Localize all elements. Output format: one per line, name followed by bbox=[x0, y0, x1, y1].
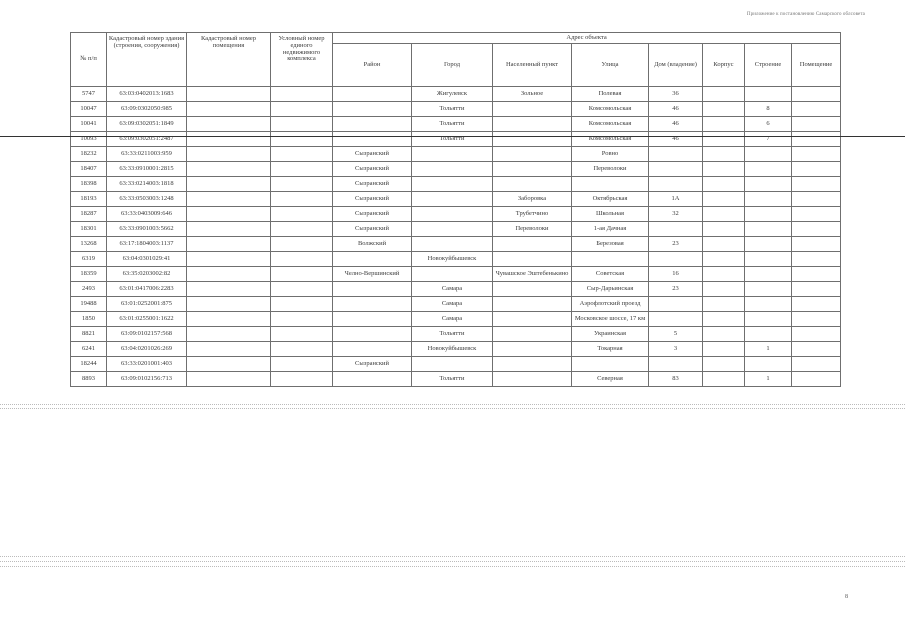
cell-district bbox=[333, 327, 412, 342]
cell-korpus bbox=[703, 297, 745, 312]
cell-cad-room bbox=[187, 222, 271, 237]
col-header-room: Помещение bbox=[792, 44, 841, 87]
cell-num: 10047 bbox=[71, 102, 107, 117]
cell-cad: 63:09:0302051:1849 bbox=[107, 117, 187, 132]
cell-cad-room bbox=[187, 312, 271, 327]
cell-cad-room bbox=[187, 237, 271, 252]
cell-building bbox=[745, 267, 792, 282]
cell-settlement bbox=[493, 252, 572, 267]
cell-room bbox=[792, 222, 841, 237]
cell-building bbox=[745, 327, 792, 342]
cell-district: Сызранский bbox=[333, 207, 412, 222]
cell-cond bbox=[271, 207, 333, 222]
cell-cond bbox=[271, 282, 333, 297]
cell-house: 23 bbox=[649, 237, 703, 252]
cell-settlement: Заборовка bbox=[493, 192, 572, 207]
cell-district: Сызранский bbox=[333, 192, 412, 207]
cell-cad: 63:33:0214003:1818 bbox=[107, 177, 187, 192]
cell-settlement bbox=[493, 132, 572, 147]
cell-settlement bbox=[493, 177, 572, 192]
cell-settlement bbox=[493, 102, 572, 117]
cell-cad-room bbox=[187, 357, 271, 372]
cell-settlement: Трубетчино bbox=[493, 207, 572, 222]
cell-building bbox=[745, 312, 792, 327]
cell-korpus bbox=[703, 342, 745, 357]
cell-num: 18193 bbox=[71, 192, 107, 207]
cell-house: 46 bbox=[649, 132, 703, 147]
cell-district: Сызранский bbox=[333, 162, 412, 177]
cell-korpus bbox=[703, 192, 745, 207]
cell-city bbox=[412, 192, 493, 207]
cell-city: Новокуйбышевск bbox=[412, 252, 493, 267]
cell-cad: 63:33:0503003:1248 bbox=[107, 192, 187, 207]
table-row bbox=[71, 312, 841, 327]
cell-num: 18398 bbox=[71, 177, 107, 192]
cell-room bbox=[792, 147, 841, 162]
cell-cond bbox=[271, 87, 333, 102]
cell-cad-room bbox=[187, 102, 271, 117]
cell-house: 1А bbox=[649, 192, 703, 207]
col-header-house: Дом (владение) bbox=[649, 44, 703, 87]
cell-house bbox=[649, 177, 703, 192]
cell-city: Новокуйбышевск bbox=[412, 342, 493, 357]
cell-house: 3 bbox=[649, 342, 703, 357]
cell-room bbox=[792, 192, 841, 207]
cell-city: Тольятти bbox=[412, 117, 493, 132]
cell-num: 18244 bbox=[71, 357, 107, 372]
cell-city bbox=[412, 222, 493, 237]
cell-settlement bbox=[493, 297, 572, 312]
cell-city bbox=[412, 237, 493, 252]
cell-street: Ровно bbox=[572, 147, 649, 162]
table-row bbox=[71, 87, 841, 102]
cell-cad-room bbox=[187, 147, 271, 162]
table-row bbox=[71, 267, 841, 282]
cell-city: Самара bbox=[412, 282, 493, 297]
cell-korpus bbox=[703, 117, 745, 132]
cell-cond bbox=[271, 312, 333, 327]
cell-cad: 63:01:0252001:875 bbox=[107, 297, 187, 312]
cell-building bbox=[745, 237, 792, 252]
cell-city: Жигулевск bbox=[412, 87, 493, 102]
cell-room bbox=[792, 327, 841, 342]
cell-settlement bbox=[493, 237, 572, 252]
cell-cad: 63:35:0203002:82 bbox=[107, 267, 187, 282]
cell-street: Советская bbox=[572, 267, 649, 282]
cell-korpus bbox=[703, 177, 745, 192]
table-row bbox=[71, 192, 841, 207]
cell-street: Северная bbox=[572, 372, 649, 387]
cell-cad: 63:04:0201026:269 bbox=[107, 342, 187, 357]
cell-city bbox=[412, 267, 493, 282]
cell-street: 1-ая Дачная bbox=[572, 222, 649, 237]
cell-korpus bbox=[703, 207, 745, 222]
cell-building bbox=[745, 147, 792, 162]
cell-settlement bbox=[493, 372, 572, 387]
cell-settlement: Чувашское Эштебенькино bbox=[493, 267, 572, 282]
cell-building bbox=[745, 282, 792, 297]
cell-cad-room bbox=[187, 267, 271, 282]
cell-room bbox=[792, 357, 841, 372]
col-header-korpus: Корпус bbox=[703, 44, 745, 87]
table-row bbox=[71, 372, 841, 387]
cell-cond bbox=[271, 102, 333, 117]
cell-house bbox=[649, 357, 703, 372]
cell-settlement bbox=[493, 117, 572, 132]
col-header-street: Улица bbox=[572, 44, 649, 87]
cell-cond bbox=[271, 222, 333, 237]
cell-cad-room bbox=[187, 87, 271, 102]
cell-cond bbox=[271, 237, 333, 252]
cell-korpus bbox=[703, 87, 745, 102]
cell-city bbox=[412, 162, 493, 177]
cell-korpus bbox=[703, 162, 745, 177]
col-header-address-group: Адрес объекта bbox=[333, 33, 841, 44]
cell-street: Школьная bbox=[572, 207, 649, 222]
cell-city: Тольятти bbox=[412, 102, 493, 117]
cell-cad: 63:33:0201001:403 bbox=[107, 357, 187, 372]
cell-settlement: Зольное bbox=[493, 87, 572, 102]
cell-korpus bbox=[703, 222, 745, 237]
cell-house bbox=[649, 222, 703, 237]
cell-district: Сызранский bbox=[333, 147, 412, 162]
cell-street bbox=[572, 357, 649, 372]
cell-house: 23 bbox=[649, 282, 703, 297]
cell-city: Самара bbox=[412, 297, 493, 312]
cell-cond bbox=[271, 342, 333, 357]
cell-korpus bbox=[703, 267, 745, 282]
cell-building bbox=[745, 192, 792, 207]
cell-cond bbox=[271, 147, 333, 162]
cell-num: 8893 bbox=[71, 372, 107, 387]
cell-room bbox=[792, 207, 841, 222]
cell-cad-room bbox=[187, 342, 271, 357]
cell-cad: 63:09:0302051:2487 bbox=[107, 132, 187, 147]
cell-cond bbox=[271, 372, 333, 387]
col-header-cad-building: Кадастровый номер здания (строения, сооружения) bbox=[107, 33, 187, 87]
cell-building bbox=[745, 87, 792, 102]
cell-street: Комсомольская bbox=[572, 102, 649, 117]
cell-num: 18301 bbox=[71, 222, 107, 237]
cell-settlement bbox=[493, 282, 572, 297]
cell-house bbox=[649, 252, 703, 267]
cell-district bbox=[333, 252, 412, 267]
cell-cond bbox=[271, 252, 333, 267]
cell-korpus bbox=[703, 372, 745, 387]
table-row bbox=[71, 282, 841, 297]
cell-district bbox=[333, 342, 412, 357]
cell-korpus bbox=[703, 327, 745, 342]
dotted-divider bbox=[0, 404, 905, 405]
table-row bbox=[71, 102, 841, 117]
cell-house: 16 bbox=[649, 267, 703, 282]
cell-city: Тольятти bbox=[412, 372, 493, 387]
cell-cad-room bbox=[187, 207, 271, 222]
cell-cad-room bbox=[187, 192, 271, 207]
cell-room bbox=[792, 297, 841, 312]
cell-cad: 63:01:0255001:1622 bbox=[107, 312, 187, 327]
cell-cad-room bbox=[187, 117, 271, 132]
cell-cond bbox=[271, 162, 333, 177]
table-row bbox=[71, 117, 841, 132]
cell-street bbox=[572, 252, 649, 267]
cell-cad-room bbox=[187, 282, 271, 297]
cell-building: 6 bbox=[745, 117, 792, 132]
cell-settlement: Переволоки bbox=[493, 222, 572, 237]
cell-cond bbox=[271, 327, 333, 342]
cell-district bbox=[333, 87, 412, 102]
col-header-city: Город bbox=[412, 44, 493, 87]
cell-district bbox=[333, 372, 412, 387]
cell-cad: 63:03:0402013:1683 bbox=[107, 87, 187, 102]
cell-house: 5 bbox=[649, 327, 703, 342]
cell-district bbox=[333, 282, 412, 297]
cell-district bbox=[333, 117, 412, 132]
cell-cad-room bbox=[187, 177, 271, 192]
cell-street: Октябрьская bbox=[572, 192, 649, 207]
cell-cad-room bbox=[187, 162, 271, 177]
registry-table bbox=[70, 32, 841, 387]
cell-house bbox=[649, 162, 703, 177]
cell-cad: 63:17:1804003:1137 bbox=[107, 237, 187, 252]
cell-room bbox=[792, 342, 841, 357]
cell-room bbox=[792, 267, 841, 282]
dotted-divider bbox=[0, 408, 905, 409]
cell-building bbox=[745, 357, 792, 372]
cell-building: 1 bbox=[745, 342, 792, 357]
table-row bbox=[71, 147, 841, 162]
cell-room bbox=[792, 132, 841, 147]
cell-house bbox=[649, 297, 703, 312]
cell-district bbox=[333, 297, 412, 312]
cell-num: 2493 bbox=[71, 282, 107, 297]
cell-building bbox=[745, 177, 792, 192]
table-row bbox=[71, 327, 841, 342]
cell-district: Сызранский bbox=[333, 177, 412, 192]
cell-street: Березовая bbox=[572, 237, 649, 252]
table-row bbox=[71, 357, 841, 372]
cell-cad-room bbox=[187, 372, 271, 387]
cell-cond bbox=[271, 177, 333, 192]
cell-street: Полевая bbox=[572, 87, 649, 102]
cell-district bbox=[333, 312, 412, 327]
cell-street bbox=[572, 177, 649, 192]
dotted-divider bbox=[0, 561, 905, 562]
cell-num: 10041 bbox=[71, 117, 107, 132]
table-row bbox=[71, 207, 841, 222]
cell-room bbox=[792, 237, 841, 252]
table-row bbox=[71, 342, 841, 357]
cell-cond bbox=[271, 267, 333, 282]
col-header-building: Строение bbox=[745, 44, 792, 87]
cell-settlement bbox=[493, 327, 572, 342]
cell-cad: 63:04:0301029:41 bbox=[107, 252, 187, 267]
cell-num: 8821 bbox=[71, 327, 107, 342]
cell-house: 46 bbox=[649, 102, 703, 117]
cell-street: Токарная bbox=[572, 342, 649, 357]
cell-street: Сыр-Дарьинская bbox=[572, 282, 649, 297]
table-row bbox=[71, 162, 841, 177]
cell-num: 10093 bbox=[71, 132, 107, 147]
cell-room bbox=[792, 372, 841, 387]
cell-settlement bbox=[493, 312, 572, 327]
cell-room bbox=[792, 177, 841, 192]
cell-house: 83 bbox=[649, 372, 703, 387]
col-header-num: № п/п bbox=[71, 33, 107, 87]
col-header-cond-num: Условный номер единого недвижимого комплекса bbox=[271, 33, 333, 87]
cell-num: 6319 bbox=[71, 252, 107, 267]
cell-korpus bbox=[703, 147, 745, 162]
cell-num: 13268 bbox=[71, 237, 107, 252]
cell-korpus bbox=[703, 357, 745, 372]
cell-room bbox=[792, 282, 841, 297]
cell-korpus bbox=[703, 312, 745, 327]
cell-cad: 63:33:0901003:5662 bbox=[107, 222, 187, 237]
cell-street: Комсомольская bbox=[572, 132, 649, 147]
cell-cad: 63:09:0102157:568 bbox=[107, 327, 187, 342]
cell-korpus bbox=[703, 237, 745, 252]
col-header-cad-room: Кадастровый номер помещения bbox=[187, 33, 271, 87]
cell-room bbox=[792, 117, 841, 132]
cell-settlement bbox=[493, 147, 572, 162]
col-header-settlement: Населенный пункт bbox=[493, 44, 572, 87]
cell-house bbox=[649, 312, 703, 327]
cell-city: Самара bbox=[412, 312, 493, 327]
table-row bbox=[71, 252, 841, 267]
cell-house bbox=[649, 147, 703, 162]
cell-cad-room bbox=[187, 252, 271, 267]
cell-district bbox=[333, 102, 412, 117]
cell-korpus bbox=[703, 102, 745, 117]
header-note: Приложение к постановлению Самарского облсовета bbox=[746, 12, 865, 17]
cell-city bbox=[412, 147, 493, 162]
cell-street: Украинская bbox=[572, 327, 649, 342]
cell-city: Тольятти bbox=[412, 327, 493, 342]
dotted-divider bbox=[0, 556, 905, 557]
cell-settlement bbox=[493, 162, 572, 177]
cell-house: 46 bbox=[649, 117, 703, 132]
cell-street: Московское шоссе, 17 км bbox=[572, 312, 649, 327]
cell-cad: 63:09:0302050:985 bbox=[107, 102, 187, 117]
cell-cad: 63:09:0102156:713 bbox=[107, 372, 187, 387]
cell-cad-room bbox=[187, 132, 271, 147]
table-body bbox=[71, 87, 841, 387]
cell-district: Сызранский bbox=[333, 357, 412, 372]
cell-street: Переволоки bbox=[572, 162, 649, 177]
cell-room bbox=[792, 252, 841, 267]
table-row bbox=[71, 297, 841, 312]
cell-cad-room bbox=[187, 297, 271, 312]
cell-cad-room bbox=[187, 327, 271, 342]
cell-district: Волжский bbox=[333, 237, 412, 252]
cell-district bbox=[333, 132, 412, 147]
cell-building bbox=[745, 297, 792, 312]
cell-settlement bbox=[493, 342, 572, 357]
cell-cond bbox=[271, 357, 333, 372]
dotted-divider bbox=[0, 566, 905, 567]
cell-num: 5747 bbox=[71, 87, 107, 102]
cell-cad: 63:01:0417006:2283 bbox=[107, 282, 187, 297]
cell-cond bbox=[271, 297, 333, 312]
cell-district: Челно-Вершинский bbox=[333, 267, 412, 282]
cell-building bbox=[745, 207, 792, 222]
cell-num: 18359 bbox=[71, 267, 107, 282]
cell-city: Тольятти bbox=[412, 132, 493, 147]
cell-cad: 63:33:0211003:959 bbox=[107, 147, 187, 162]
cell-house: 32 bbox=[649, 207, 703, 222]
cell-building bbox=[745, 252, 792, 267]
cell-city bbox=[412, 357, 493, 372]
cell-cond bbox=[271, 117, 333, 132]
col-header-district: Район bbox=[333, 44, 412, 87]
cell-street: Аэрофлотский проезд bbox=[572, 297, 649, 312]
cell-house: 36 bbox=[649, 87, 703, 102]
cell-room bbox=[792, 102, 841, 117]
cell-cond bbox=[271, 132, 333, 147]
cell-korpus bbox=[703, 252, 745, 267]
cell-building: 8 bbox=[745, 102, 792, 117]
cell-num: 1850 bbox=[71, 312, 107, 327]
cell-district: Сызранский bbox=[333, 222, 412, 237]
cell-city bbox=[412, 207, 493, 222]
cell-street: Комсомольская bbox=[572, 117, 649, 132]
cell-num: 18407 bbox=[71, 162, 107, 177]
cell-korpus bbox=[703, 282, 745, 297]
table-row bbox=[71, 222, 841, 237]
cell-num: 6241 bbox=[71, 342, 107, 357]
table-row bbox=[71, 177, 841, 192]
cell-cad: 63:33:0910001:2815 bbox=[107, 162, 187, 177]
cell-building: 7 bbox=[745, 132, 792, 147]
cell-cond bbox=[271, 192, 333, 207]
cell-num: 18287 bbox=[71, 207, 107, 222]
cell-city bbox=[412, 177, 493, 192]
cell-building bbox=[745, 162, 792, 177]
table-row bbox=[71, 237, 841, 252]
cell-building bbox=[745, 222, 792, 237]
table-row bbox=[71, 132, 841, 147]
cell-room bbox=[792, 162, 841, 177]
cell-room bbox=[792, 87, 841, 102]
cell-settlement bbox=[493, 357, 572, 372]
cell-cad: 63:33:0403009:646 bbox=[107, 207, 187, 222]
cell-building: 1 bbox=[745, 372, 792, 387]
cell-num: 19488 bbox=[71, 297, 107, 312]
cell-korpus bbox=[703, 132, 745, 147]
cell-num: 18232 bbox=[71, 147, 107, 162]
page-number: 8 bbox=[845, 594, 848, 600]
cell-room bbox=[792, 312, 841, 327]
strikethrough-line bbox=[0, 136, 905, 137]
